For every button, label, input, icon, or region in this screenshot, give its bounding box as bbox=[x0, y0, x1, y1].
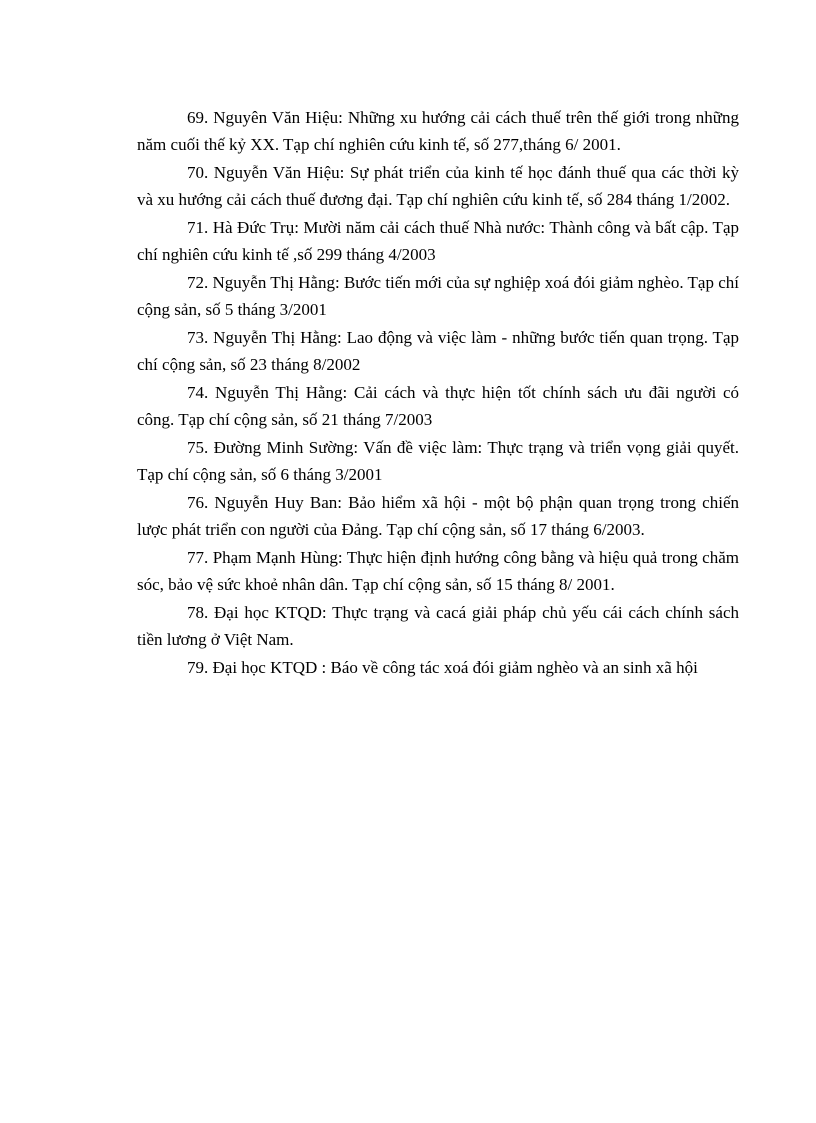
reference-item-75: 75. Đường Minh Sường: Vấn đề việc làm: Thực trạng và triển vọng giải quyết. Tạp chí cộng sản, số 6 tháng 3/2001 bbox=[137, 438, 739, 484]
reference-item-72: 72. Nguyễn Thị Hằng: Bước tiến mới của sự nghiệp xoá đói giảm nghèo. Tạp chí cộng sản, số 5 tháng 3/2001 bbox=[137, 273, 739, 319]
reference-item-70: 70. Nguyễn Văn Hiệu: Sự phát triển của kinh tế học đánh thuế qua các thời kỳ và xu hướng cải cách thuế đương đại. Tạp chí nghiên cứu kinh tế, số 284 tháng 1/2002. bbox=[137, 163, 739, 209]
reference-item-73: 73. Nguyễn Thị Hằng: Lao động và việc làm - những bước tiến quan trọng. Tạp chí cộng sản, số 23 tháng 8/2002 bbox=[137, 328, 739, 374]
reference-item-79: 79. Đại học KTQD : Báo về công tác xoá đói giảm nghèo và an sinh xã hội bbox=[187, 658, 698, 677]
reference-item-78: 78. Đại học KTQD: Thực trạng và cacá giải pháp chủ yếu cái cách chính sách tiền lương ở Việt Nam. bbox=[137, 603, 739, 649]
reference-list bbox=[137, 105, 739, 684]
reference-item-74: 74. Nguyễn Thị Hằng: Cải cách và thực hiện tốt chính sách ưu đãi người có công. Tạp chí cộng sản, số 21 tháng 7/2003 bbox=[137, 383, 739, 429]
reference-item-77: 77. Phạm Mạnh Hùng: Thực hiện định hướng công bằng và hiệu quả trong chăm sóc, bảo vệ sức khoẻ nhân dân. Tạp chí cộng sản, số 15 tháng 8/ 2001. bbox=[137, 548, 739, 594]
reference-item-76: 76. Nguyễn Huy Ban: Bảo hiểm xã hội - một bộ phận quan trọng trong chiến lược phát triển con người của Đảng. Tạp chí cộng sản, số 17 tháng 6/2003. bbox=[137, 493, 739, 539]
reference-item-69: 69. Nguyên Văn Hiệu: Những xu hướng cải cách thuế trên thế giới trong những năm cuối thế kỷ XX. Tạp chí nghiên cứu kinh tế, số 277,tháng 6/ 2001. bbox=[137, 108, 739, 154]
reference-item-71: 71. Hà Đức Trụ: Mười năm cải cách thuế Nhà nước: Thành công và bất cập. Tạp chí nghiên cứu kinh tế ,số 299 tháng 4/2003 bbox=[137, 218, 739, 264]
